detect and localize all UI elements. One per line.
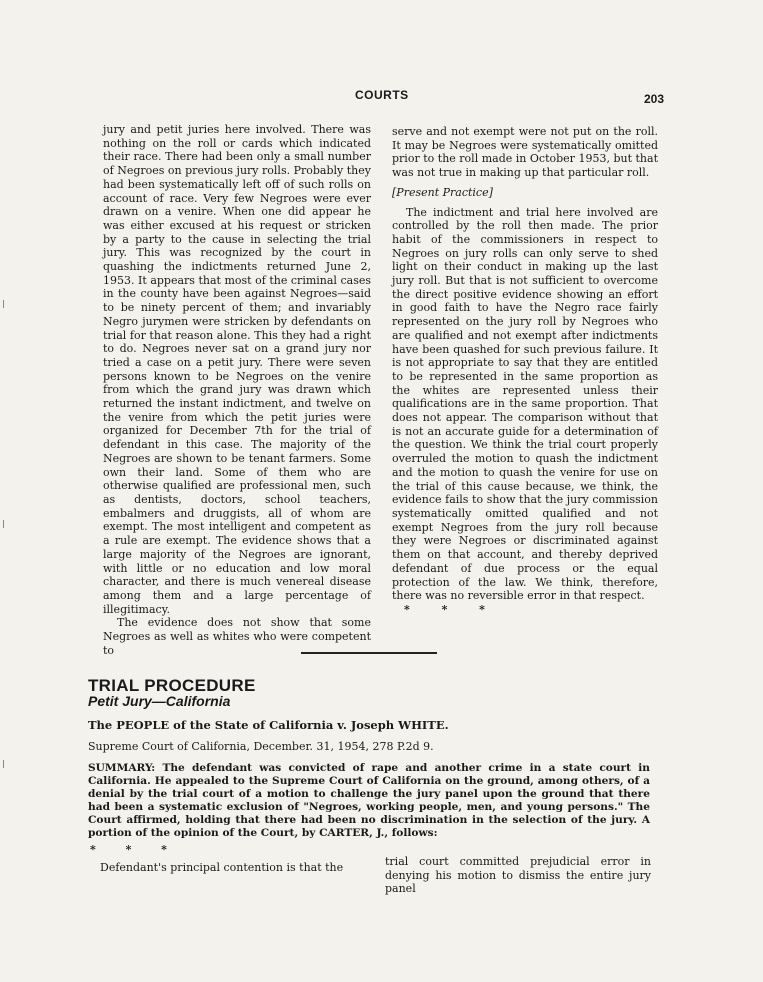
left-paragraph-2: The evidence does not show that some Negroes as well as whites who were competent to bbox=[103, 616, 371, 657]
scan-edge-mark bbox=[3, 300, 4, 308]
section-break-stars: * * * bbox=[404, 602, 499, 616]
right-column bbox=[392, 125, 658, 617]
summary-lead: SUMMARY: bbox=[88, 762, 156, 774]
section-subtitle: Petit Jury—California bbox=[88, 693, 231, 709]
present-practice-subheading: [Present Practice] bbox=[392, 185, 493, 199]
summary-text: The defendant was convicted of rape and another crime in a state court in California. He appealed to the Supreme Court of California on the ground, among others, of a denial by the trial court of a motion to challenge the jury panel upon the ground that there had been a systematic exclusion of "Negroes, working people, men, and young persons." The Court affirmed, holding that there had been no discrimination in the selection of the jury. A portion of the opinion of the Court, by CARTER, J., follows: bbox=[88, 762, 650, 839]
right-body-paragraph: The indictment and trial here involved are controlled by the roll then made. The prior habit of the commissioners in respect to Negroes on jury rolls can only serve to shed light on their conduct in making up the last jury roll. But that is not sufficient to overcome the direct positive evidence showing an effort in good faith to have the Negro race fairly represented on the jury roll by Negroes who are qualified and not exempt after indictments have been quashed for such previous failure. It is not appropriate to say that they are entitled to be represented in the same proportion as the whites are represented unless their qualifications are in the same proportion. That does not appear. The comparison without that is not an accurate guide for a determination of the question. We think the trial court properly overruled the motion to quash the indictment and the motion to quash the venire for use on the trial of this cause because, we think, the evidence fails to show that the jury commission systematically omitted qualified and not exempt Negroes from the jury roll because they were Negroes or discriminated against them on that account, and thereby deprived defendant of due process or the equal protection of the law. We think, therefore, there was no reversible error in that respect. bbox=[392, 205, 658, 603]
section-title: TRIAL PROCEDURE bbox=[88, 676, 256, 695]
right-opening-paragraph: serve and not exempt were not put on the roll. It may be Negroes were systematically omitted prior to the roll made in October 1953, but that was not true in making up that particular roll. bbox=[392, 125, 658, 180]
opinion-stars: * * * bbox=[90, 843, 180, 856]
case-title: The PEOPLE of the State of California v. Joseph WHITE. bbox=[88, 718, 449, 732]
opinion-right-text: trial court committed prejudicial error in denying his motion to dismiss the entire jury panel bbox=[385, 855, 651, 896]
left-column bbox=[103, 123, 371, 657]
page-number: 203 bbox=[644, 92, 665, 106]
case-summary bbox=[88, 762, 650, 840]
section-divider-rule bbox=[301, 652, 437, 654]
scan-edge-mark bbox=[3, 520, 4, 528]
scan-edge-mark bbox=[3, 760, 4, 768]
opinion-left-text: Defendant's principal contention is that the bbox=[100, 861, 344, 874]
case-citation: Supreme Court of California, December. 31, 1954, 278 P.2d 9. bbox=[88, 740, 434, 753]
left-paragraph-1: jury and petit juries here involved. There was nothing on the roll or cards which indicated their race. There had been only a small number of Negroes on previous jury rolls. Probably they had been systematically left off of such rolls on account of race. Very few Negroes were ever drawn on a venire. When one did appear he was either excused at his request or stricken by a party to the cause in selecting the trial jury. This was recognized by the court in quashing the indictments returned June 2, 1953. It appears that most of the criminal cases in the county have been against Negroes—said to be ninety percent of them; and invariably Negro jurymen were stricken by defendants on trial for that reason alone. This they had a right to do. Negroes never sat on a grand jury nor tried a case on a petit jury. There were seven persons known to be Negroes on the venire from which the grand jury was drawn which returned the instant indictment, and twelve on the venire from which the petit juries were organized for December 7th for the trial of defendant in this case. The majority of the Negroes are shown to be tenant farmers. Some own their land. Some of them who are otherwise qualified are professional men, such as dentists, doctors, school teachers, embalmers and druggists, all of whom are exempt. The most intelligent and competent as a rule are exempt. The evidence shows that a large majority of the Negroes are ignorant, with little or no education and low moral character, and there is much venereal disease among them and a large percentage of illegitimacy. bbox=[103, 123, 371, 616]
running-head: COURTS bbox=[355, 88, 409, 102]
